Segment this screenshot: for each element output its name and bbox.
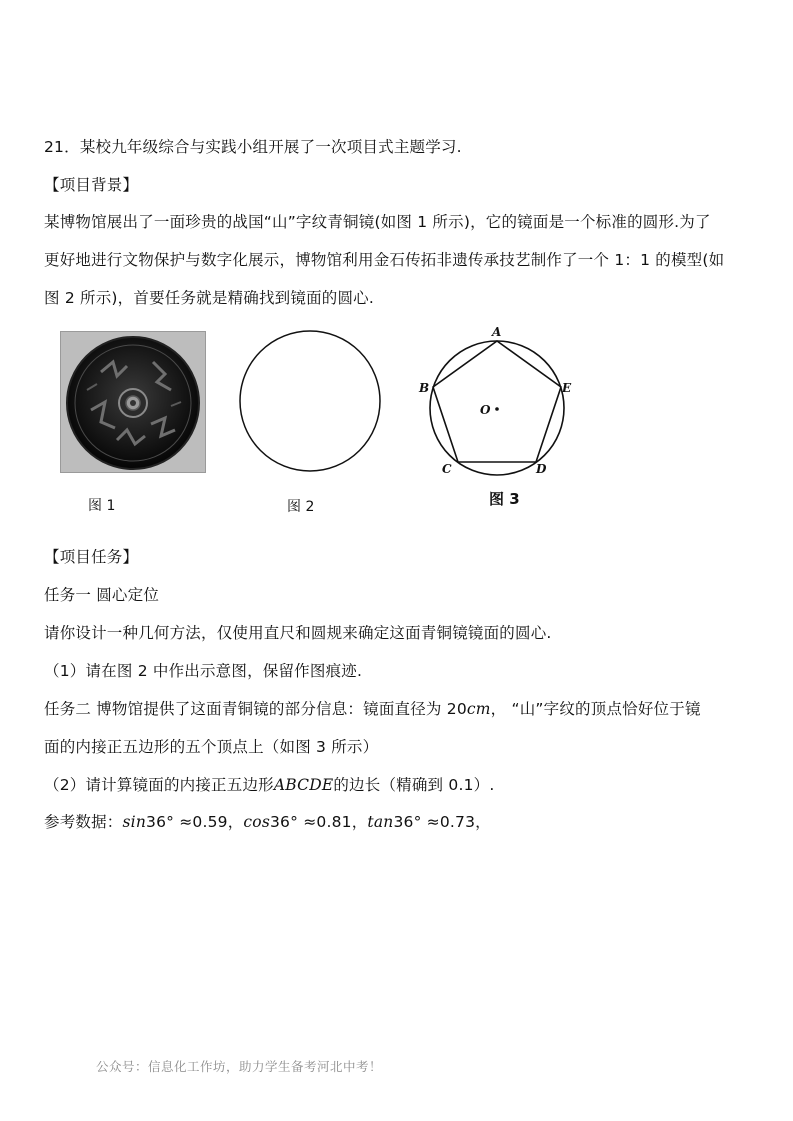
task-2-question-text-a: （2）请计算镜面的内接正五边形	[44, 776, 274, 794]
background-line-3: 图 2 所示)，首要任务就是精确找到镜面的圆心.	[44, 289, 374, 307]
task-2-question-text-b: 的边长（精确到 0.1）.	[333, 776, 495, 794]
figure-3-pentagon-diagram	[412, 322, 582, 482]
task-2-line-2: 面的内接正五边形的五个顶点上（如图 3 所示）	[44, 738, 379, 756]
center-point	[495, 407, 499, 411]
vertex-label-d: D	[536, 462, 547, 476]
vertex-label-c: C	[442, 462, 452, 476]
task-2-line-1-text-a: 任务二 博物馆提供了这面青铜镜的部分信息：镜面直径为 20	[44, 700, 467, 718]
figure-1-bronze-mirror-image	[60, 331, 206, 473]
background-line-1: 某博物馆展出了一面珍贵的战国“山”字纹青铜镜(如图 1 所示)，它的镜面是一个标准的圆形.为了	[44, 213, 711, 231]
reference-cos-value: 36° ≈0.81，	[270, 813, 368, 831]
task-2-line-1	[44, 699, 701, 719]
reference-data	[44, 812, 491, 832]
figure-2-circle-diagram	[236, 327, 384, 475]
reference-tan-fn: tan	[367, 813, 394, 831]
task-2-pentagon-name: ABCDE	[273, 776, 334, 794]
reference-sin-value: 36° ≈0.59，	[146, 813, 244, 831]
reference-cos-fn: cos	[243, 813, 270, 831]
bronze-mirror-illustration	[61, 332, 205, 472]
task-2-diameter-unit: cm	[466, 700, 491, 718]
vertex-label-e: E	[562, 381, 572, 395]
figure-2-caption: 图 2	[287, 499, 315, 515]
reference-prefix: 参考数据：	[44, 813, 123, 831]
figure-1-caption: 图 1	[88, 498, 116, 514]
task-1-title: 任务一 圆心定位	[44, 586, 160, 604]
background-line-2: 更好地进行文物保护与数字化展示，博物馆利用金石传拓非遗传承技艺制作了一个 1：1 的模型(如	[44, 251, 725, 269]
background-heading: 【项目背景】	[44, 176, 139, 194]
problem-title: 21．某校九年级综合与实践小组开展了一次项目式主题学习.	[44, 138, 462, 156]
task-2-line-1-text-b: ， “山”字纹的顶点恰好位于镜	[490, 700, 701, 718]
center-label-o: O	[480, 403, 491, 417]
vertex-label-a: A	[492, 325, 502, 339]
task-2-question	[44, 775, 494, 795]
reference-tan-value: 36° ≈0.73，	[393, 813, 491, 831]
footer-watermark: 公众号：信息化工作坊，助力学生备考河北中考！	[96, 1059, 383, 1074]
task-heading: 【项目任务】	[44, 548, 139, 566]
reference-sin-fn: sin	[122, 813, 147, 831]
figure-2-circle	[240, 331, 380, 471]
figure-3-caption: 图 3	[489, 490, 520, 508]
task-1-description: 请你设计一种几何方法，仅使用直尺和圆规来确定这面青铜镜镜面的圆心.	[44, 624, 552, 642]
vertex-label-b: B	[419, 381, 430, 395]
task-1-question: （1）请在图 2 中作出示意图，保留作图痕迹.	[44, 662, 363, 680]
